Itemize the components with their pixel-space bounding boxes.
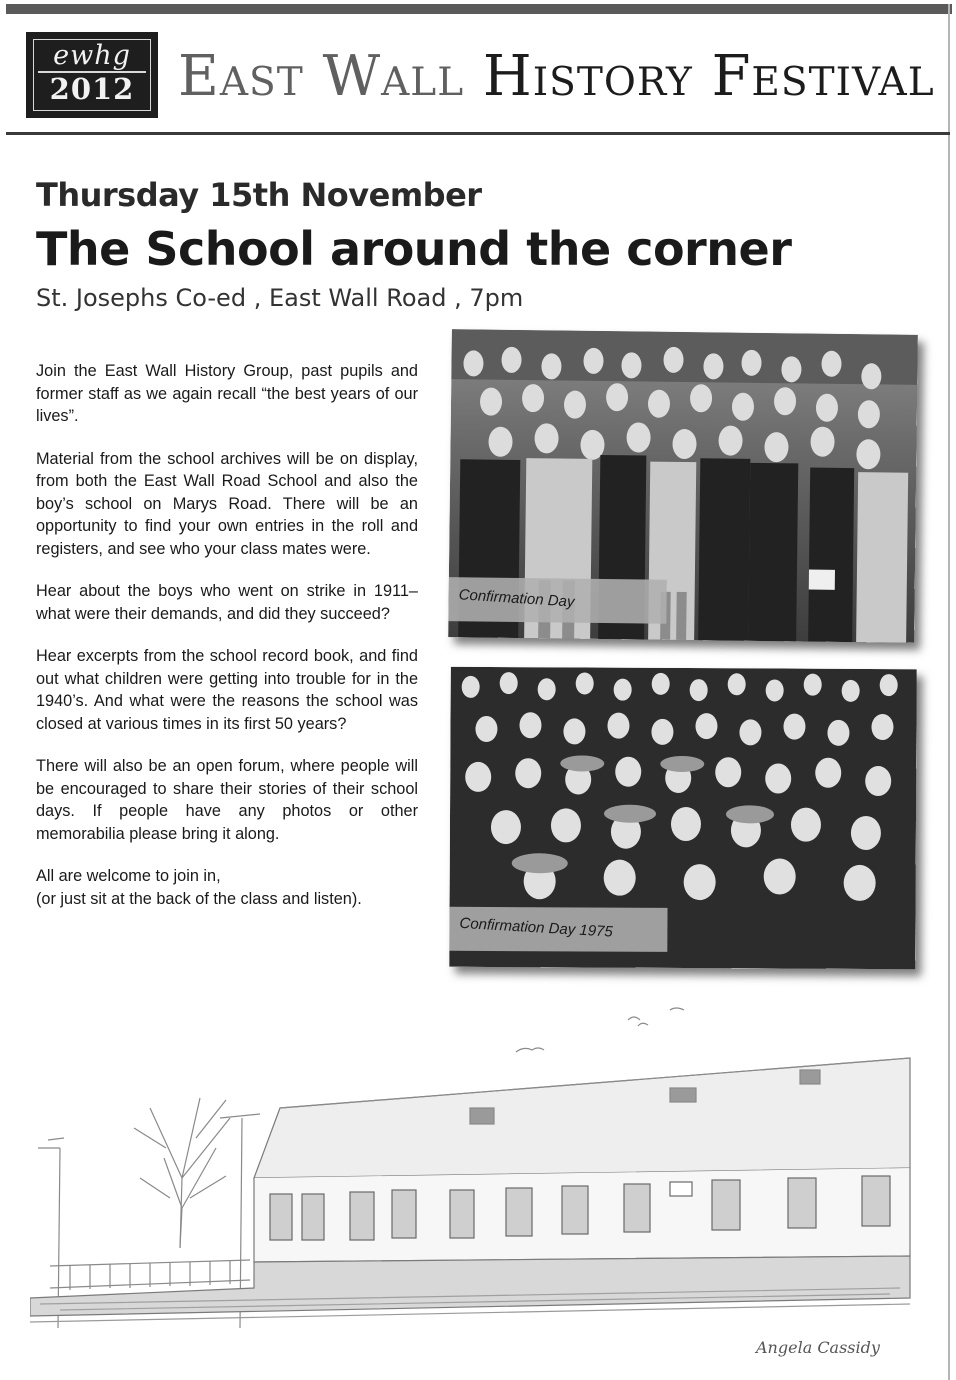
right-border-line [948, 4, 950, 1380]
paragraph-strike: Hear about the boys who went on strike in 1911– what were their demands, and did they succeed? [36, 582, 418, 623]
photo-caption: Confirmation Day [458, 586, 575, 611]
closing-line-1: All are welcome to join in, [36, 867, 221, 885]
festival-title-part1: East Wall [178, 44, 465, 109]
confirmation-day-photo [448, 329, 918, 643]
artist-signature: Angela Cassidy [756, 1338, 880, 1357]
paragraph-closing [36, 865, 418, 910]
logo-text-ewhg: ewhg [53, 40, 131, 71]
paragraph-forum: There will also be an open forum, where people will be encouraged to share their stories of their school days. If people have any photos or other memorabilia please bring it along. [36, 757, 418, 843]
festival-title [178, 42, 938, 112]
event-title: The School around the corner [36, 222, 792, 276]
logo-text-year: 2012 [49, 72, 135, 106]
event-venue: St. Josephs Co-ed , East Wall Road , 7pm [36, 284, 524, 312]
event-date: Thursday 15th November [36, 176, 482, 214]
bird-icon [628, 1017, 640, 1020]
photo-caption: Confirmation Day 1975 [459, 914, 614, 941]
event-description [36, 360, 418, 930]
header-divider [6, 132, 950, 135]
ewhg-logo [26, 32, 158, 118]
school-building-sketch [30, 998, 930, 1370]
paragraph-record-book: Hear excerpts from the school record book, and find out what children were getting into trouble for in the 1940’s. And what were the reasons the school was closed at various times in its first 50 years? [36, 647, 418, 733]
confirmation-day-1975-photo [449, 667, 917, 969]
paragraph-intro: Join the East Wall History Group, past pupils and former staff as we again recall “the best years of our lives”. [36, 362, 418, 425]
closing-line-2: (or just sit at the back of the class and listen). [36, 889, 362, 908]
photo-caption-box [449, 907, 667, 952]
paragraph-archives: Material from the school archives will be on display, from both the East Wall Road School and also the boy’s school on Marys Road. There will be an opportunity to find your own entries in the roll and registers, and see who your class mates were. [36, 449, 418, 558]
photo-caption-box [448, 577, 667, 624]
top-border-bar [6, 4, 952, 14]
festival-title-part2: History Festival [482, 44, 935, 109]
